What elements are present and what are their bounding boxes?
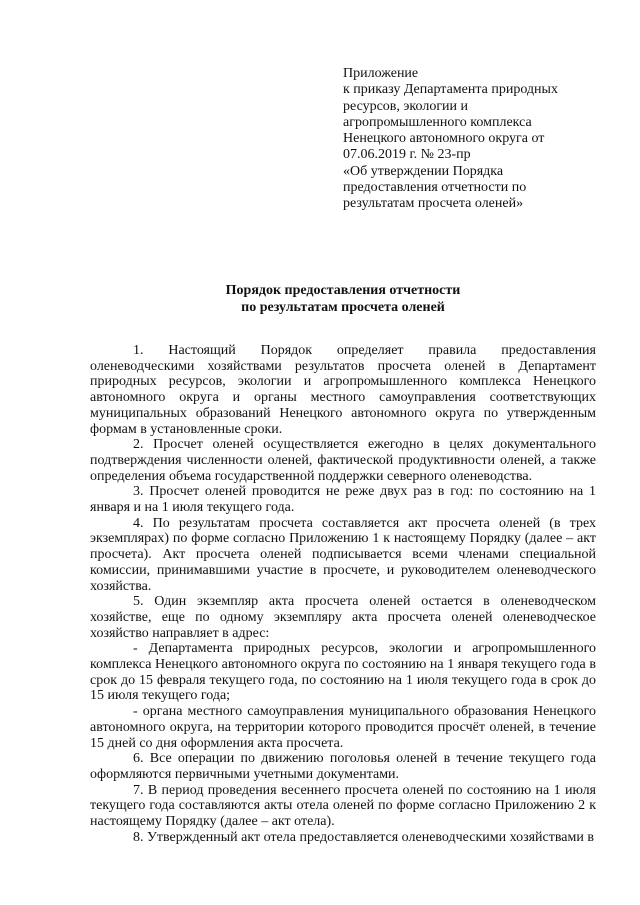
- paragraph-3: 3. Просчет оленей проводится не реже двух раз в год: по состоянию на 1 января и на 1 июля текущего года.: [90, 484, 596, 516]
- appendix-line: к приказу Департамента природных: [343, 82, 558, 98]
- paragraph-8: 8. Утвержденный акт отела предоставляется оленеводческими хозяйствами в: [133, 829, 594, 845]
- paragraph-6: 6. Все операции по движению поголовья оленей в течение текущего года оформляются первичными учетными документами.: [90, 751, 596, 782]
- appendix-line: агропромышленного комплекса: [343, 114, 532, 130]
- appendix-line: ресурсов, экологии и: [343, 98, 469, 114]
- title-line-1: Порядок предоставления отчетности: [225, 283, 461, 298]
- paragraph-7: 7. В период проведения весеннего просчета оленей по состоянию на 1 июля текущего года составляются акты отела оленей по форме согласно Приложению 2 к настоящему Порядку (далее – акт отела).: [90, 782, 596, 830]
- paragraph-5: 5. Один экземпляр акта просчета оленей остается в оленеводческом хозяйстве, еще по одному экземпляру акта просчета оленей оленеводческое хозяйство направляет в адрес:: [90, 594, 596, 641]
- paragraph-1: 1. Настоящий Порядок определяет правила предоставления оленеводческими хозяйствами результатов просчета оленей в Департамент природных ресурсов, экологии и агропромышленного комплекса Ненецкого автономного округа и органы местного самоуправления соответствующих муниципальных образований Ненецкого автономного округа по утвержденным формам в установленные сроки.: [90, 343, 596, 437]
- appendix-line: Ненецкого автономного округа от: [343, 131, 545, 147]
- appendix-header: [343, 66, 578, 213]
- title-line-2: по результатам просчета оленей: [241, 299, 445, 315]
- document-title: [90, 283, 596, 316]
- paragraph-5-item-2: - органа местного самоуправления муниципального образования Ненецкого автономного округа, на территории которого проводится просчёт оленей, в течение 15 дней со дня оформления акта просчета.: [90, 704, 596, 751]
- appendix-line: Приложение: [343, 66, 419, 81]
- paragraph-4: 4. По результатам просчета составляется акт просчета оленей (в трех экземплярах) по форме согласно Приложению 1 к настоящему Порядку (далее – акт просчета). Акт просчета оленей подписывается всеми членами специальной комиссии, принимавшими участие в просчете, и руководителем оленеводческого хозяйства.: [90, 515, 596, 594]
- document-body: [90, 343, 596, 846]
- appendix-line: 07.06.2019 г. № 23-пр: [343, 147, 471, 163]
- paragraph-5-item-1: - Департамента природных ресурсов, экологии и агропромышленного комплекса Ненецкого автономного округа по состоянию на 1 января текущего года в срок до 15 февраля текущего года, по состоянию на 1 июля текущего года в срок до 15 июля текущего года;: [90, 641, 596, 704]
- appendix-line: предоставления отчетности по: [343, 180, 527, 196]
- paragraph-2: 2. Просчет оленей осуществляется ежегодно в целях документального подтверждения численности оленей, фактической продуктивности оленей, а также определения объема государственной поддержки северного оленеводства.: [90, 437, 596, 484]
- appendix-line: результатам просчета оленей»: [343, 196, 524, 212]
- appendix-line: «Об утверждении Порядка: [343, 163, 504, 179]
